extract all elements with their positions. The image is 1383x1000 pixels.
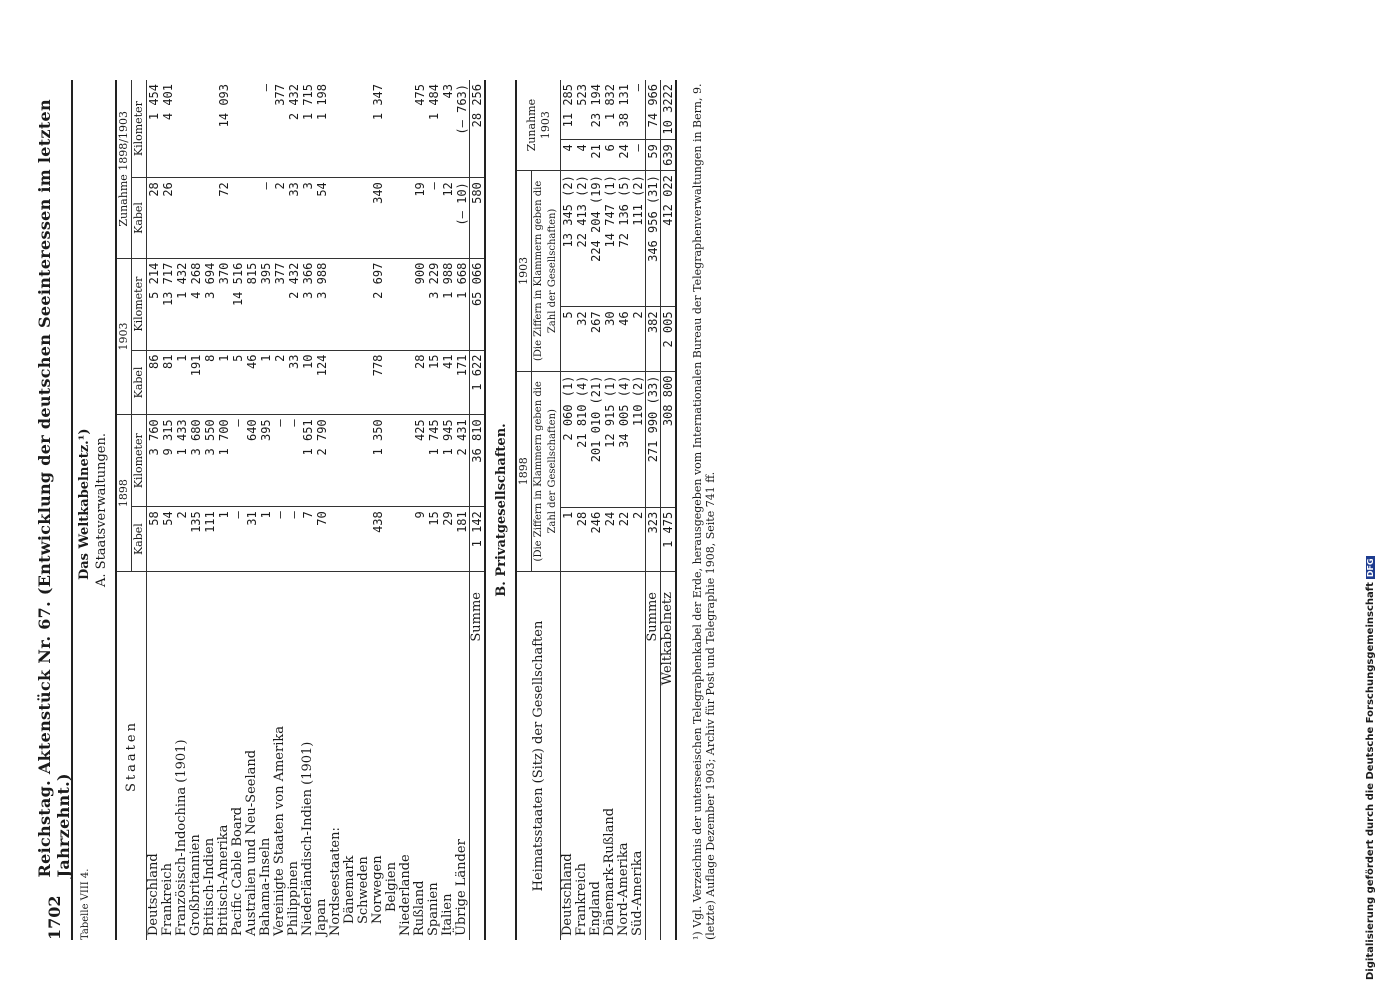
- page-title: Reichstag. Aktenstück Nr. 67. (Entwicklung der deutschen Seeinteressen im letzten Jahrzehnt.): [35, 99, 73, 878]
- cell-km03: [385, 258, 399, 350]
- cell-km98: [385, 415, 399, 507]
- cell-km03: 72 136 (5): [617, 171, 631, 307]
- cell-kmz: 1 832: [603, 80, 617, 140]
- funding-note: [1365, 556, 1376, 980]
- row-label: Britisch-Indien: [202, 837, 217, 936]
- cell-kz: 340: [371, 178, 385, 258]
- cell-kz: [175, 178, 189, 258]
- cell-km03: 1 432: [175, 258, 189, 350]
- cell-km03: [399, 258, 413, 350]
- cell-km03: [343, 258, 357, 350]
- cell-km03: 22 413 (2): [575, 171, 589, 307]
- dfg-logo: DFG: [1366, 558, 1375, 578]
- row-label: Süd-Amerika: [630, 850, 645, 936]
- cell-k03: 778: [371, 350, 385, 415]
- cell-km98: [343, 415, 357, 507]
- table-row: [561, 80, 576, 940]
- cell-km03: 395: [259, 258, 273, 350]
- table-row: [357, 80, 371, 940]
- cell-km98: 110 (2): [631, 371, 646, 507]
- cell-km03: 14 747 (1): [603, 171, 617, 307]
- cell-km98: 34 005 (4): [617, 371, 631, 507]
- cell-km98: 1 433: [175, 415, 189, 507]
- cell-kmz: [329, 80, 343, 178]
- cell-k03: 1: [259, 350, 273, 415]
- cell-kmz: 1 715: [301, 80, 315, 178]
- cell-k98: 9: [413, 507, 427, 572]
- col-growth: Zunahme 1903: [516, 80, 561, 171]
- cell-km98: 2 431: [455, 415, 470, 507]
- cell-kz: [399, 178, 413, 258]
- cell-km98: [399, 415, 413, 507]
- row-label: Summe: [470, 572, 486, 941]
- cell-k98: 24: [603, 507, 617, 571]
- table-row: [147, 80, 162, 940]
- cell-kmz: 4 401: [161, 80, 175, 178]
- row-label: Bahama-Inseln: [258, 837, 273, 936]
- cell-km98: 12 915 (1): [603, 371, 617, 507]
- document-page: [35, 80, 1340, 940]
- cell-kmz: 523: [575, 80, 589, 140]
- cell-k03: 15: [427, 350, 441, 415]
- cell-km03: 13 345 (2): [561, 171, 576, 307]
- cell-k03: 171: [455, 350, 470, 415]
- sub-km: Kilometer: [132, 80, 147, 178]
- cell-km98: —: [287, 415, 301, 507]
- cell-km03: 14 516: [231, 258, 245, 350]
- cell-k03: [385, 350, 399, 415]
- cell-k98: [385, 507, 399, 572]
- cell-k98: [329, 507, 343, 572]
- cell-kmz: 38 131: [617, 80, 631, 140]
- table-row: [315, 80, 329, 940]
- cell-k98: 1: [561, 507, 576, 571]
- cell-kmz: 23 194: [589, 80, 603, 140]
- cell-km98: —: [231, 415, 245, 507]
- cell-km03: 900: [413, 258, 427, 350]
- cell-k98: 1: [259, 507, 273, 572]
- cell-k03: [343, 350, 357, 415]
- cell-kmz: 11 285: [561, 80, 576, 140]
- cell-km98: [329, 415, 343, 507]
- row-label: Frankreich: [160, 863, 175, 936]
- cell-km03: 111 (2): [631, 171, 646, 307]
- cell-kmz: 1 347: [371, 80, 385, 178]
- table-row: [189, 80, 203, 940]
- cell-k03: 5: [231, 350, 245, 415]
- cell-kz: [357, 178, 371, 258]
- cell-k03: 81: [161, 350, 175, 415]
- cell-kz: 54: [315, 178, 329, 258]
- cell-kz: 3: [301, 178, 315, 258]
- cell-k98: 15: [427, 507, 441, 572]
- cell-kmz: 377: [273, 80, 287, 178]
- cell-km03: 224 204 (19): [589, 171, 603, 307]
- sub-kabel: Kabel: [132, 507, 147, 572]
- col-1903: 1903: [516, 171, 532, 371]
- col-1898: 1898: [116, 415, 132, 572]
- cell-km03: 377: [273, 258, 287, 350]
- cell-k03: 5: [561, 307, 576, 371]
- cell-km03: 3 694: [203, 258, 217, 350]
- cell-k98: [399, 507, 413, 572]
- cell-k03: 1: [217, 350, 231, 415]
- cell-km98: 3 760: [147, 415, 162, 507]
- cell-k98: 246: [589, 507, 603, 571]
- table-row: [287, 80, 301, 940]
- cell-km98: 2 790: [315, 415, 329, 507]
- page-header: [35, 80, 73, 940]
- cell-kz: 2: [273, 178, 287, 258]
- cell-k03: 382: [646, 307, 661, 371]
- cell-k98: 28: [575, 507, 589, 571]
- cell-k03: 32: [575, 307, 589, 371]
- cell-kmz: 74 966: [646, 80, 661, 140]
- cell-k03: 30: [603, 307, 617, 371]
- table-row: [455, 80, 470, 940]
- cell-kz: —: [427, 178, 441, 258]
- cell-km98: 395: [259, 415, 273, 507]
- cell-k03: 124: [315, 350, 329, 415]
- cell-k03: 2 005: [661, 307, 677, 371]
- part-b-title: B. Privatgesellschaften.: [494, 423, 509, 597]
- row-label: Summe: [646, 572, 661, 941]
- cell-k98: 22: [617, 507, 631, 571]
- cell-k03: 8: [203, 350, 217, 415]
- sub-kabel: Kabel: [132, 350, 147, 415]
- cell-km98: 9 315: [161, 415, 175, 507]
- cell-k98: [343, 507, 357, 572]
- cell-km03: 2 697: [371, 258, 385, 350]
- cell-km03: 346 956 (31): [646, 171, 661, 307]
- cell-km98: 1 945: [441, 415, 455, 507]
- cell-k98: 2: [175, 507, 189, 572]
- cell-kz: [343, 178, 357, 258]
- row-label: England: [588, 881, 603, 936]
- sub-kabel: Kabel: [132, 178, 147, 258]
- table-row: [661, 80, 677, 940]
- row-label: Dänemark-Rußland: [602, 807, 617, 936]
- state-cables-table: [115, 80, 486, 940]
- table-row: [329, 80, 343, 940]
- sub-km: Kilometer: [132, 415, 147, 507]
- cell-km98: 3 680: [189, 415, 203, 507]
- col-1903: 1903: [116, 258, 132, 415]
- cell-km98: 1 350: [371, 415, 385, 507]
- col-states: Staaten: [116, 572, 147, 941]
- cell-kmz: 14 093: [217, 80, 231, 178]
- footnote: ¹) Vgl. Verzeichnis der unterseeischen Telegraphenkabel der Erde, herausgegeben vom Internationalen Bureau der Telegraphenverwaltungen in Bern, 9. (letzte) Auflage Dezember 1903; Archiv für Post und Telegraphie 1908, Seite 741 ff.: [691, 83, 717, 940]
- cell-km03: 1 988: [441, 258, 455, 350]
- cell-k98: 135: [189, 507, 203, 572]
- cell-kmz: [189, 80, 203, 178]
- cell-k98: 1 475: [661, 507, 677, 571]
- cell-k98: —: [273, 507, 287, 572]
- row-label: Niederländisch-Indien (1901): [300, 741, 315, 936]
- cell-kmz: [203, 80, 217, 178]
- cell-kz: 24: [617, 140, 631, 171]
- row-label: Britisch-Amerika: [216, 824, 231, 936]
- cell-k03: 267: [589, 307, 603, 371]
- table-row: [231, 80, 245, 940]
- table-row: [385, 80, 399, 940]
- row-label: Schweden: [356, 856, 371, 924]
- cell-km03: [329, 258, 343, 350]
- row-label: Italien: [440, 893, 455, 936]
- cell-km03: 3 229: [427, 258, 441, 350]
- row-label: Niederlande: [398, 854, 413, 936]
- cell-k03: 1 622: [470, 350, 486, 415]
- table-row: [470, 80, 486, 940]
- table-row: [617, 80, 631, 940]
- table-row: [301, 80, 315, 940]
- cell-kmz: [245, 80, 259, 178]
- cell-kz: 4: [575, 140, 589, 171]
- cell-k98: 29: [441, 507, 455, 572]
- cell-km98: 271 990 (33): [646, 371, 661, 507]
- cell-kz: 28: [147, 178, 162, 258]
- cell-kz: [203, 178, 217, 258]
- table-row: [631, 80, 646, 940]
- cell-km98: 640: [245, 415, 259, 507]
- cell-km03: 370: [217, 258, 231, 350]
- row-label: Nordseestaaten:: [328, 827, 343, 936]
- table-row: [413, 80, 427, 940]
- cell-k03: 2: [631, 307, 646, 371]
- cell-kz: 580: [470, 178, 486, 258]
- cell-k03: [329, 350, 343, 415]
- table-row: [603, 80, 617, 940]
- cell-k03: [357, 350, 371, 415]
- cell-kmz: [385, 80, 399, 178]
- cell-km98: [357, 415, 371, 507]
- cell-k98: 7: [301, 507, 315, 572]
- cell-k03: [399, 350, 413, 415]
- cell-kmz: 43: [441, 80, 455, 178]
- cell-k98: —: [231, 507, 245, 572]
- cell-k03: 10: [301, 350, 315, 415]
- cell-km03: 5 214: [147, 258, 162, 350]
- section-title: Das Weltkabelnetz.¹): [77, 428, 92, 581]
- cell-k98: 111: [203, 507, 217, 572]
- cell-kz: 72: [217, 178, 231, 258]
- cell-km03: 815: [245, 258, 259, 350]
- cell-kz: 639: [661, 140, 677, 171]
- row-label: Philippinen: [286, 861, 301, 936]
- row-label: Großbritannien: [188, 834, 203, 936]
- cell-k98: 58: [147, 507, 162, 572]
- cell-k03: 1: [175, 350, 189, 415]
- cell-km98: 1 745: [427, 415, 441, 507]
- table-row: [441, 80, 455, 940]
- cell-k03: 41: [441, 350, 455, 415]
- cell-kmz: —: [259, 80, 273, 178]
- row-label: Rußland: [412, 880, 427, 936]
- table-row: [427, 80, 441, 940]
- cell-km98: 36 810: [470, 415, 486, 507]
- row-label: Deutschland: [560, 853, 575, 936]
- table-row: [203, 80, 217, 940]
- cell-kz: —: [259, 178, 273, 258]
- row-label: Spanien: [426, 882, 441, 936]
- cell-kz: [189, 178, 203, 258]
- cell-km03: 3 366: [301, 258, 315, 350]
- cell-km98: 3 550: [203, 415, 217, 507]
- cell-kz: [245, 178, 259, 258]
- table-row: [259, 80, 273, 940]
- table-row: [245, 80, 259, 940]
- cell-k98: 31: [245, 507, 259, 572]
- cell-k03: 46: [617, 307, 631, 371]
- cell-kz: [385, 178, 399, 258]
- cell-k98: 323: [646, 507, 661, 571]
- cell-km98: 2 060 (1): [561, 371, 576, 507]
- cell-kz: [231, 178, 245, 258]
- cell-km98: —: [273, 415, 287, 507]
- cell-kmz: 1 198: [315, 80, 329, 178]
- page-number: 1702: [44, 895, 64, 940]
- table-row: [217, 80, 231, 940]
- table-row: [371, 80, 385, 940]
- cell-km03: 65 066: [470, 258, 486, 350]
- row-label: Übrige Länder: [454, 839, 469, 936]
- col-home-states: Heimatsstaaten (Sitz) der Gesellschaften: [516, 572, 561, 941]
- cell-kz: 4: [561, 140, 576, 171]
- col-1898: 1898: [516, 371, 532, 571]
- cell-km98: 308 800: [661, 371, 677, 507]
- cell-kmz: [399, 80, 413, 178]
- table-row: [273, 80, 287, 940]
- cell-km03: 3 988: [315, 258, 329, 350]
- cell-k98: 70: [315, 507, 329, 572]
- cell-km03: 13 717: [161, 258, 175, 350]
- cell-kz: (— 10): [455, 178, 470, 258]
- cell-km03: 2 432: [287, 258, 301, 350]
- cell-kmz: 475: [413, 80, 427, 178]
- cell-k98: 181: [455, 507, 470, 572]
- cell-kz: 33: [287, 178, 301, 258]
- cell-kmz: [231, 80, 245, 178]
- row-label: Belgien: [384, 862, 399, 912]
- cell-k98: 438: [371, 507, 385, 572]
- row-label: Vereinigte Staaten von Amerika: [272, 726, 287, 936]
- cell-k03: 2: [273, 350, 287, 415]
- cell-kmz: 2 432: [287, 80, 301, 178]
- row-label: Japan: [314, 898, 329, 936]
- funding-text: Digitalisierung gefördert durch die Deutsche Forschungsgemeinschaft: [1365, 582, 1376, 980]
- cell-kz: 12: [441, 178, 455, 258]
- table-row: [343, 80, 357, 940]
- part-a-title: A. Staatsverwaltungen.: [94, 433, 109, 587]
- col-growth: Zunahme 1898/1903: [116, 80, 132, 258]
- table-row: [175, 80, 189, 940]
- private-cables-table: [515, 80, 677, 940]
- cell-kz: 21: [589, 140, 603, 171]
- cell-kmz: [343, 80, 357, 178]
- row-label: Deutschland: [146, 853, 161, 936]
- bracket-note: (Die Ziffern in Klammern geben die Zahl der Gesellschaften): [532, 371, 561, 571]
- cell-km03: [357, 258, 371, 350]
- cell-kz: 26: [161, 178, 175, 258]
- cell-k03: 33: [287, 350, 301, 415]
- table-label: Tabelle VIII 4.: [80, 868, 91, 940]
- cell-km98: 1 700: [217, 415, 231, 507]
- row-label: Französisch-Indochina (1901): [174, 739, 189, 936]
- cell-k98: 1 142: [470, 507, 486, 572]
- table-row: [646, 80, 661, 940]
- cell-km98: 425: [413, 415, 427, 507]
- cell-k98: 54: [161, 507, 175, 572]
- table-row: [399, 80, 413, 940]
- cell-kz: —: [631, 140, 646, 171]
- cell-k03: 191: [189, 350, 203, 415]
- row-label: Pacific Cable Board: [230, 806, 245, 936]
- table-row: [161, 80, 175, 940]
- row-label: Frankreich: [574, 863, 589, 936]
- row-label: Nord-Amerika: [616, 842, 631, 936]
- cell-km98: 21 810 (4): [575, 371, 589, 507]
- cell-k98: —: [287, 507, 301, 572]
- cell-kmz: 28 256: [470, 80, 486, 178]
- row-label: Australien und Neu-Seeland: [244, 749, 259, 936]
- cell-k98: 2: [631, 507, 646, 571]
- cell-km03: 412 022: [661, 171, 677, 307]
- table-row: [575, 80, 589, 940]
- row-label: Norwegen: [370, 855, 385, 924]
- cell-kmz: [357, 80, 371, 178]
- row-label: Weltkabelnetz: [661, 572, 677, 941]
- cell-kz: 19: [413, 178, 427, 258]
- cell-km98: 201 010 (21): [589, 371, 603, 507]
- cell-kmz: (— 763): [455, 80, 470, 178]
- cell-kmz: 1 454: [147, 80, 162, 178]
- cell-kmz: —: [631, 80, 646, 140]
- cell-k03: 28: [413, 350, 427, 415]
- cell-k98: 1: [217, 507, 231, 572]
- cell-kmz: [175, 80, 189, 178]
- sub-km: Kilometer: [132, 258, 147, 350]
- row-label: Dänemark: [342, 855, 357, 924]
- cell-km03: 1 668: [455, 258, 470, 350]
- cell-kz: 59: [646, 140, 661, 171]
- cell-k03: 46: [245, 350, 259, 415]
- cell-kz: [329, 178, 343, 258]
- cell-kz: 6: [603, 140, 617, 171]
- cell-k98: [357, 507, 371, 572]
- cell-k03: 86: [147, 350, 162, 415]
- table-row: [589, 80, 603, 940]
- cell-kmz: 10 3222: [661, 80, 677, 140]
- bracket-note: (Die Ziffern in Klammern geben die Zahl der Gesellschaften): [532, 171, 561, 371]
- cell-km98: 1 651: [301, 415, 315, 507]
- cell-km03: 4 268: [189, 258, 203, 350]
- cell-kmz: 1 484: [427, 80, 441, 178]
